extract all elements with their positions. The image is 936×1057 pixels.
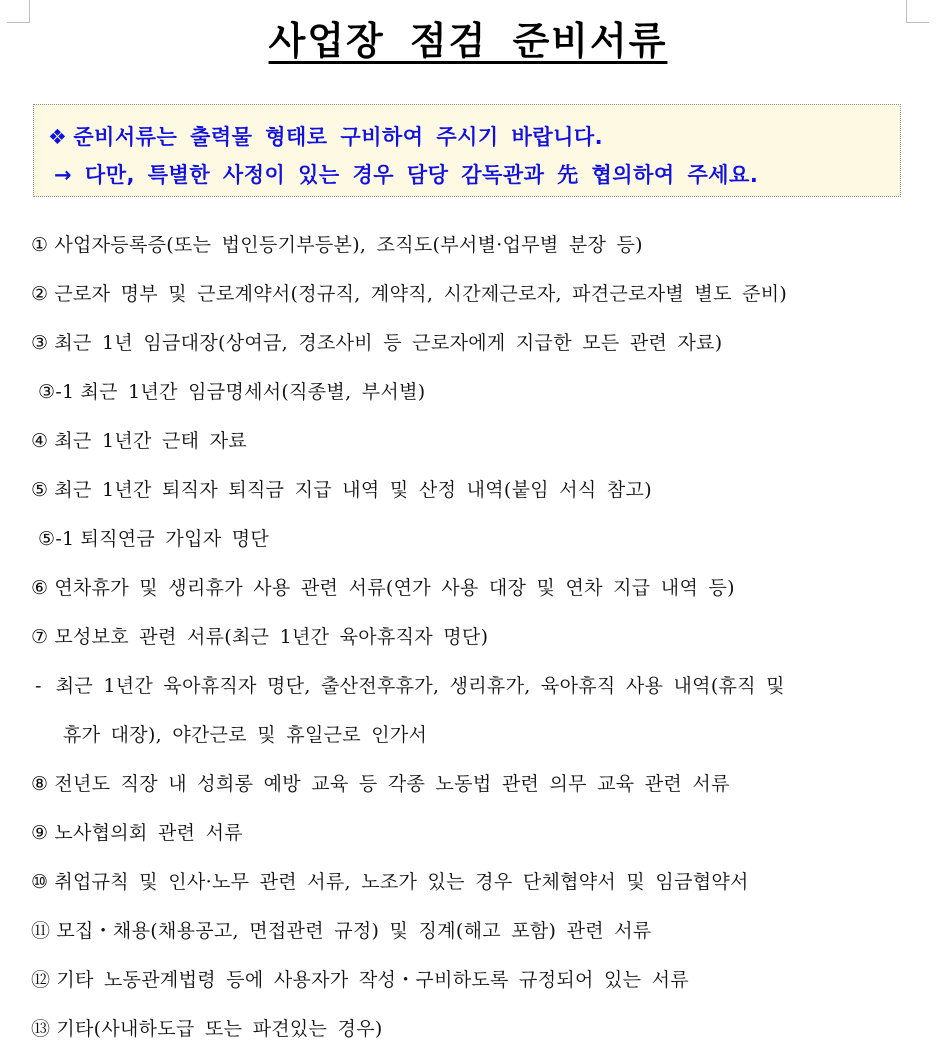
item-text: 모성보호 관련 서류(최근 1년간 육아휴직자 명단) (54, 626, 489, 648)
list-detail-item (31, 662, 911, 711)
item-number: ① (31, 234, 49, 256)
item-text: 사업자등록증(또는 법인등기부등본), 조직도(부서별·업무별 분장 등) (54, 234, 643, 256)
list-item (31, 858, 911, 907)
item-number: ⑨ (31, 822, 49, 844)
notice-line-1 (48, 121, 603, 151)
item-text: 최근 1년간 임금명세서(직종별, 부서별) (80, 381, 426, 403)
item-number: ⑦ (31, 626, 49, 648)
list-item (31, 221, 911, 270)
item-number: ⑧ (31, 773, 49, 795)
list-detail-continuation (31, 711, 911, 760)
item-text: 휴가 대장), 야간근로 및 휴일근로 인가서 (63, 724, 428, 746)
list-item (31, 1005, 911, 1054)
item-number: ③ (31, 332, 49, 354)
list-subitem (31, 368, 911, 417)
item-number: ⑥ (31, 577, 49, 599)
item-text: 기타(사내하도급 또는 파견있는 경우) (56, 1018, 383, 1040)
list-item (31, 319, 911, 368)
item-text: 연차휴가 및 생리휴가 사용 관련 서류(연가 사용 대장 및 연차 지급 내역 등) (54, 577, 735, 599)
item-number: ③-1 (38, 381, 75, 403)
item-number: ⑤ (31, 479, 49, 501)
item-number: ② (31, 283, 49, 305)
item-number: ⑩ (31, 871, 49, 893)
list-item (31, 613, 911, 662)
list-item (31, 907, 911, 956)
list-item (31, 760, 911, 809)
notice-line-2: → 다만, 특별한 사정이 있는 경우 담당 감독관과 先 협의하여 주세요. (54, 163, 759, 187)
item-number: ⑫ (31, 969, 51, 991)
item-text: 취업규칙 및 인사·노무 관련 서류, 노조가 있는 경우 단체협약서 및 임금협약서 (54, 871, 749, 893)
list-item (31, 956, 911, 1005)
list-item (31, 564, 911, 613)
diamond-bullet-icon: ❖ (48, 125, 68, 149)
document-list (31, 221, 911, 1054)
list-item (31, 417, 911, 466)
list-item (31, 809, 911, 858)
item-number: ⑤-1 (38, 528, 75, 550)
item-text: 최근 1년간 퇴직자 퇴직금 지급 내역 및 산정 내역(붙임 서식 참고) (54, 479, 652, 501)
list-item (31, 466, 911, 515)
dash-bullet: - (35, 675, 42, 697)
item-number: ⑬ (31, 1018, 51, 1040)
item-number: ④ (31, 430, 49, 452)
item-text: 퇴직연금 가입자 명단 (80, 528, 270, 550)
item-text: 기타 노동관계법령 등에 사용자가 작성・구비하도록 규정되어 있는 서류 (56, 969, 689, 991)
item-text: 최근 1년간 육아휴직자 명단, 출산전후휴가, 생리휴가, 육아휴직 사용 내역(휴직 및 (55, 675, 785, 697)
item-text: 최근 1년 임금대장(상여금, 경조사비 등 근로자에게 지급한 모든 관련 자료) (54, 332, 723, 354)
item-text: 전년도 직장 내 성희롱 예방 교육 등 각종 노동법 관련 의무 교육 관련 서류 (54, 773, 730, 795)
notice-box (33, 104, 901, 197)
item-number: ⑪ (31, 920, 51, 942)
page-title: 사업장 점검 준비서류 (268, 19, 668, 63)
notice-line-1-text: 준비서류는 출력물 형태로 구비하여 주시기 바랍니다. (73, 125, 604, 149)
item-text: 근로자 명부 및 근로계약서(정규직, 계약직, 시간제근로자, 파견근로자별 별도 준비) (54, 283, 788, 305)
item-text: 모집・채용(채용공고, 면접관련 규정) 및 징계(해고 포함) 관련 서류 (56, 920, 652, 942)
list-item (31, 270, 911, 319)
item-text: 최근 1년간 근태 자료 (54, 430, 247, 452)
list-subitem (31, 515, 911, 564)
item-text: 노사협의회 관련 서류 (54, 822, 243, 844)
